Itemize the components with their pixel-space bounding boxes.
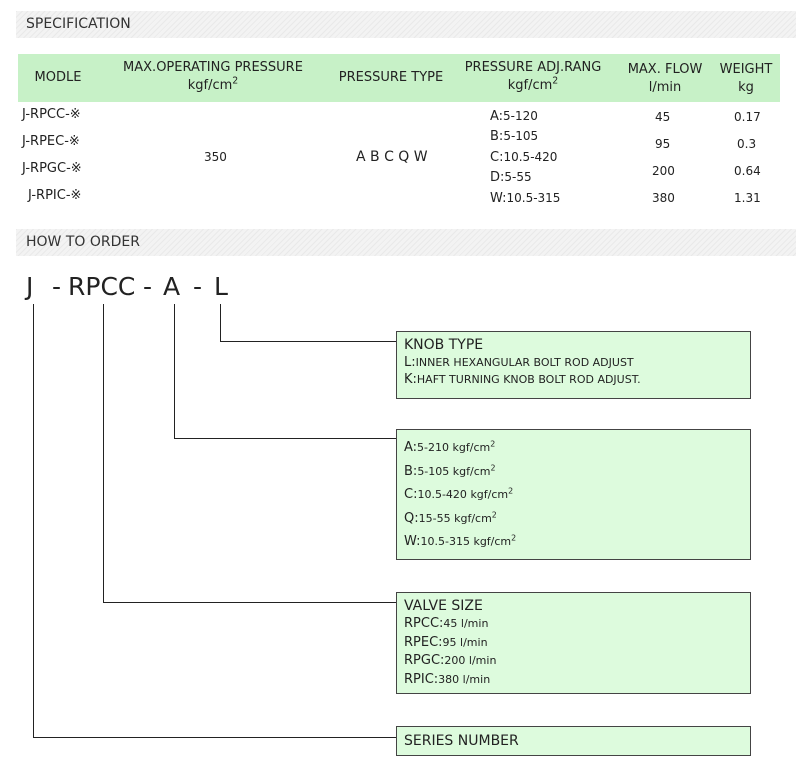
code-knob: L [214, 272, 228, 301]
pressure-option: C:10.5-420 kgf/$cm^2$ [404, 486, 514, 502]
max-pressure-value: 350 [204, 150, 227, 164]
pressure-option: W:10.5-315 kgf/$cm^2$ [404, 533, 517, 549]
pressure-option: A:5-210 kgf/$cm^2$ [404, 439, 496, 455]
model-cell: J-RPCC-※ [22, 107, 81, 122]
flow-value: 45 [655, 110, 671, 124]
valve-size-option: RPGC:200 l/min [404, 653, 497, 668]
adj-range-item: W:10.5-315 [490, 191, 561, 206]
knob-connector [220, 304, 221, 341]
header-max-flow-unit: l/min [648, 80, 682, 95]
code-series: J [26, 272, 34, 301]
header-adj-range [458, 59, 608, 95]
valve-size-option: RPCC:45 l/min [404, 616, 489, 631]
knob-option: K:HAFT TURNING KNOB BOLT ROD ADJUST. [404, 372, 641, 387]
knob-connector [220, 341, 396, 342]
pressure-connector [174, 438, 396, 439]
header-pressure-type: PRESSURE TYPE [338, 70, 444, 85]
header-weight [712, 61, 780, 97]
flow-value: 200 [652, 164, 675, 178]
header-weight-unit: kg [738, 80, 754, 95]
code-dash: - [52, 272, 62, 301]
header-max-pressure-label: MAX.OPERATING PRESSURE [123, 60, 303, 75]
knob-type-title: KNOB TYPE [404, 337, 484, 353]
adj-range-item: C:10.5-420 [490, 150, 558, 165]
model-cell: J-RPIC-※ [28, 188, 82, 203]
flow-value: 380 [652, 191, 675, 205]
header-max-pressure-unit: kgf/$cm^2$ [187, 75, 239, 93]
pressure-types-value: A B C Q W [356, 149, 428, 165]
adj-range-item: A:5-120 [490, 109, 538, 124]
spec-table-header [18, 54, 780, 102]
knob-option: L:INNER HEXANGULAR BOLT ROD ADJUST [404, 355, 634, 370]
valve-size-box [396, 592, 751, 694]
weight-value: 1.31 [734, 191, 761, 205]
series-number-box [396, 726, 751, 756]
code-valve-size: RPCC [68, 272, 136, 301]
how-to-order-heading: HOW TO ORDER [16, 229, 796, 256]
knob-type-box [396, 331, 751, 399]
weight-value: 0.17 [734, 110, 761, 124]
header-max-pressure [108, 59, 318, 95]
specification-heading: SPECIFICATION [16, 11, 796, 38]
size-connector [103, 304, 104, 602]
series-connector [33, 304, 34, 737]
valve-size-option: RPEC:95 l/min [404, 634, 488, 650]
header-model: MODLE [34, 70, 82, 85]
code-dash: - [143, 272, 153, 301]
header-weight-label: WEIGHT [719, 62, 773, 77]
pressure-range-box [396, 429, 751, 560]
code-pressure: A [163, 272, 181, 301]
header-adj-range-label: PRESSURE ADJ.RANG [464, 60, 602, 75]
adj-range-item: D:5-55 [490, 170, 532, 185]
model-cell: J-RPGC-※ [22, 161, 82, 176]
header-adj-range-unit: kgf/$cm^2$ [507, 75, 559, 93]
weight-value: 0.64 [734, 164, 761, 178]
weight-value: 0.3 [737, 137, 757, 151]
pressure-option: B:5-105 kgf/$cm^2$ [404, 462, 496, 479]
series-number-title: SERIES NUMBER [404, 733, 519, 749]
pressure-connector [174, 304, 175, 438]
adj-range-item: B:5-105 [490, 129, 539, 144]
size-connector [103, 602, 396, 603]
pressure-option: Q:15-55 kgf/$cm^2$ [404, 509, 497, 526]
model-cell: J-RPEC-※ [22, 134, 80, 149]
valve-size-title: VALVE SIZE [404, 598, 483, 614]
flow-value: 95 [655, 137, 671, 151]
header-max-flow [618, 61, 712, 97]
header-max-flow-label: MAX. FLOW [627, 62, 703, 77]
series-connector [33, 737, 396, 738]
valve-size-option: RPIC:380 l/min [404, 671, 491, 687]
code-dash: - [193, 272, 203, 301]
